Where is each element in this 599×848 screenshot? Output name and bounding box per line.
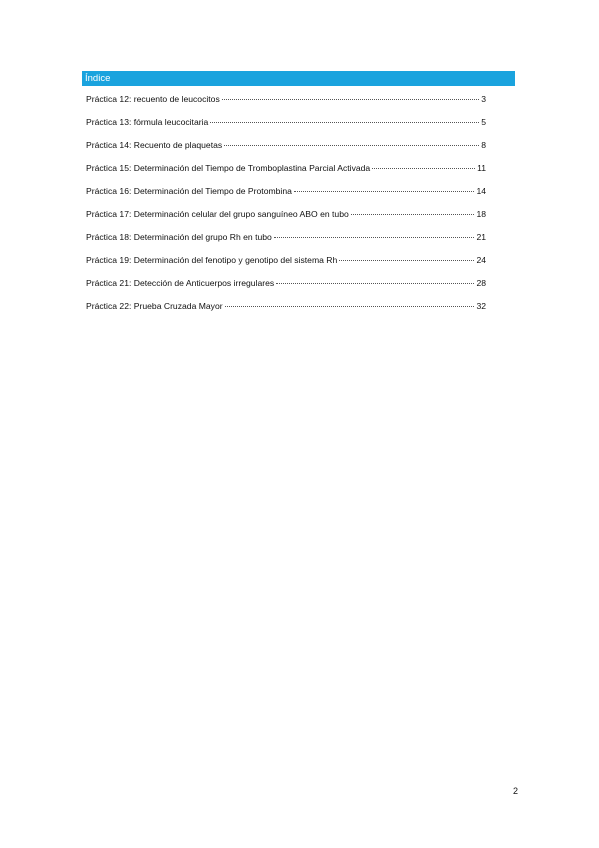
- toc-dot-leader: [274, 237, 475, 238]
- toc-entry-page: 14: [476, 186, 486, 196]
- toc-dot-leader: [225, 306, 475, 307]
- toc-entry-title: Práctica 19: Determinación del fenotipo y genotipo del sistema Rh: [86, 255, 338, 265]
- toc-entry-page: 11: [477, 163, 486, 173]
- toc-entry-title: Práctica 17: Determinación celular del grupo sanguíneo ABO en tubo: [86, 209, 349, 219]
- toc-entry[interactable]: [86, 232, 486, 255]
- toc-entry-page: 18: [476, 209, 486, 219]
- toc-dot-leader: [224, 145, 479, 146]
- toc-entry-page: 8: [481, 140, 486, 150]
- toc-entry-title: Práctica 15: Determinación del Tiempo de Tromboplastina Parcial Activada: [86, 163, 371, 173]
- index-heading: Índice: [82, 71, 515, 86]
- table-of-contents: [86, 94, 486, 324]
- toc-entry-page: 3: [481, 94, 486, 104]
- toc-dot-leader: [372, 168, 475, 169]
- toc-entry[interactable]: [86, 94, 486, 117]
- toc-entry[interactable]: [86, 186, 486, 209]
- toc-entry-page: 24: [476, 255, 486, 265]
- page-number: 2: [512, 786, 518, 796]
- toc-entry-page: 32: [476, 301, 486, 311]
- toc-entry[interactable]: [86, 301, 486, 324]
- toc-dot-leader: [210, 122, 479, 123]
- toc-entry[interactable]: [86, 117, 486, 140]
- toc-entry-title: Práctica 16: Determinación del Tiempo de Protombina: [86, 186, 292, 196]
- toc-entry-title: Práctica 21: Detección de Anticuerpos irregulares: [86, 278, 275, 288]
- toc-dot-leader: [339, 260, 474, 261]
- toc-entry[interactable]: [86, 255, 486, 278]
- toc-entry-page: 21: [476, 232, 486, 242]
- toc-dot-leader: [222, 99, 479, 100]
- toc-entry-title: Práctica 12: recuento de leucocitos: [86, 94, 220, 104]
- toc-entry-page: 5: [481, 117, 486, 127]
- toc-entry-title: Práctica 18: Determinación del grupo Rh en tubo: [86, 232, 272, 242]
- toc-entry[interactable]: [86, 140, 486, 163]
- toc-entry[interactable]: [86, 278, 486, 301]
- toc-entry-page: 28: [476, 278, 486, 288]
- toc-entry[interactable]: [86, 163, 486, 186]
- toc-entry[interactable]: [86, 209, 486, 232]
- toc-entry-title: Práctica 22: Prueba Cruzada Mayor: [86, 301, 223, 311]
- toc-dot-leader: [294, 191, 475, 192]
- toc-entry-title: Práctica 14: Recuento de plaquetas: [86, 140, 223, 150]
- toc-dot-leader: [276, 283, 474, 284]
- toc-entry-title: Práctica 13: fórmula leucocitaria: [86, 117, 209, 127]
- toc-dot-leader: [351, 214, 475, 215]
